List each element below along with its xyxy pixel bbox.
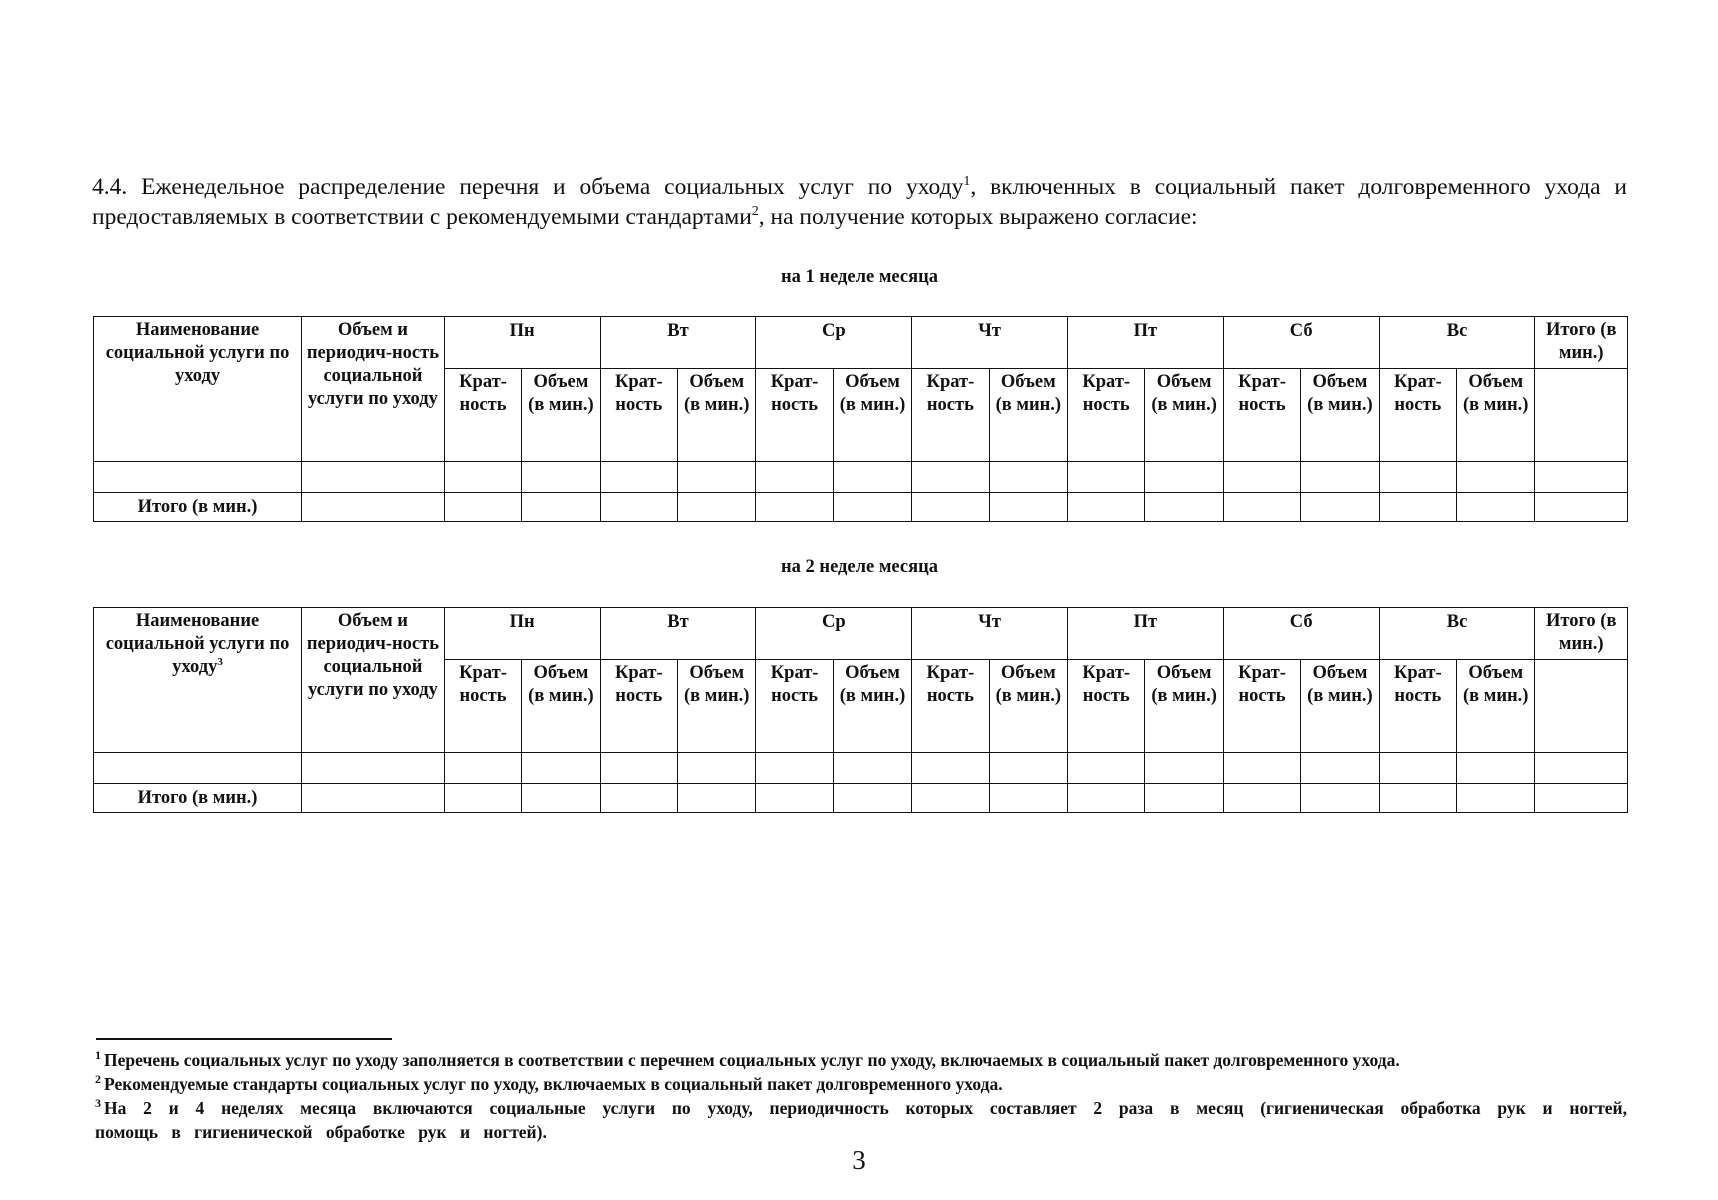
service-name-header (94, 317, 302, 462)
section-heading (92, 172, 1627, 232)
frequency-subheader: Крат-ность (444, 369, 521, 462)
entry-cell[interactable] (1301, 462, 1379, 493)
total-cell[interactable] (1068, 784, 1145, 813)
total-cell[interactable] (1535, 784, 1628, 813)
volume-minutes-subheader: Объем (в мин.) (522, 369, 600, 462)
frequency-subheader: Крат-ность (1379, 660, 1456, 753)
total-row (94, 784, 1628, 813)
page-number: 3 (852, 1145, 866, 1175)
total-cell[interactable] (522, 493, 600, 522)
table-row (94, 462, 1628, 493)
entry-cell[interactable] (756, 753, 833, 784)
total-cell[interactable] (1301, 493, 1379, 522)
day-header: Сб (1223, 317, 1379, 369)
total-cell[interactable] (1223, 784, 1300, 813)
volume-minutes-subheader: Объем (в мин.) (522, 660, 600, 753)
entry-cell[interactable] (1223, 462, 1300, 493)
day-header: Ср (756, 608, 912, 660)
entry-cell[interactable] (94, 462, 302, 493)
footnote-ref-2[interactable]: 2 (751, 204, 759, 219)
entry-cell[interactable] (444, 753, 521, 784)
total-cell[interactable] (522, 784, 600, 813)
total-cell[interactable] (989, 493, 1067, 522)
entry-cell[interactable] (1145, 753, 1223, 784)
header-row (94, 608, 1628, 660)
volume-periodicity-header: Объем и периодич-ность социальной услуги по уходу (302, 317, 445, 462)
volume-minutes-subheader: Объем (в мин.) (678, 369, 756, 462)
entry-cell[interactable] (1068, 462, 1145, 493)
volume-minutes-subheader: Объем (в мин.) (989, 660, 1067, 753)
day-header: Пт (1068, 608, 1224, 660)
entry-cell[interactable] (989, 753, 1067, 784)
entry-cell[interactable] (678, 753, 756, 784)
volume-minutes-subheader: Объем (в мин.) (1457, 660, 1535, 753)
frequency-subheader: Крат-ность (600, 660, 677, 753)
total-cell[interactable] (444, 784, 521, 813)
frequency-subheader: Крат-ность (912, 369, 989, 462)
total-cell[interactable] (302, 784, 445, 813)
frequency-subheader: Крат-ность (1068, 369, 1145, 462)
footnote-text-3: На 2 и 4 неделях месяца включаются социальные услуги по уходу, периодичность которых составляет 2 раза в месяц (гигиеническая обработка рук и ногтей, помощь в гигиенической обработке рук и ногтей). (95, 1098, 1627, 1142)
frequency-subheader: Крат-ность (756, 369, 833, 462)
entry-cell[interactable] (522, 462, 600, 493)
total-cell[interactable] (600, 784, 677, 813)
day-header: Ср (756, 317, 912, 369)
entry-cell[interactable] (1068, 753, 1145, 784)
frequency-subheader: Крат-ность (1068, 660, 1145, 753)
volume-minutes-subheader: Объем (в мин.) (678, 660, 756, 753)
frequency-subheader: Крат-ность (600, 369, 677, 462)
volume-minutes-subheader: Объем (в мин.) (1145, 369, 1223, 462)
footnote-number-2: 2 (95, 1072, 101, 1086)
footnote-2 (95, 1072, 1627, 1096)
entry-cell[interactable] (912, 753, 989, 784)
entry-cell[interactable] (1223, 753, 1300, 784)
footnote-ref-3[interactable]: 3 (217, 656, 223, 668)
volume-minutes-subheader: Объем (в мин.) (1301, 369, 1379, 462)
total-empty-cell (1535, 660, 1628, 753)
week2-caption: на 2 неделе месяца (781, 557, 938, 577)
entry-cell[interactable] (1379, 753, 1456, 784)
footnote-1 (95, 1048, 1627, 1072)
entry-cell[interactable] (302, 753, 445, 784)
frequency-subheader: Крат-ность (1379, 369, 1456, 462)
entry-cell[interactable] (1301, 753, 1379, 784)
day-header: Вт (600, 608, 756, 660)
entry-cell[interactable] (600, 462, 677, 493)
volume-periodicity-header: Объем и периодич-ность социальной услуги по уходу (302, 608, 445, 753)
day-header: Пн (444, 317, 600, 369)
footnote-3 (95, 1096, 1627, 1144)
entry-cell[interactable] (1535, 462, 1628, 493)
total-minutes-header: Итого (в мин.) (1535, 608, 1628, 660)
volume-minutes-subheader: Объем (в мин.) (1145, 660, 1223, 753)
total-empty-cell (1535, 369, 1628, 462)
total-cell[interactable] (756, 784, 833, 813)
footnote-separator (96, 1038, 392, 1040)
total-cell[interactable] (1301, 784, 1379, 813)
frequency-subheader: Крат-ность (1223, 369, 1300, 462)
total-minutes-header: Итого (в мин.) (1535, 317, 1628, 369)
total-cell[interactable] (1068, 493, 1145, 522)
total-row-label: Итого (в мин.) (94, 493, 302, 522)
service-name-header-text: Наименование социальной услуги по уходу (105, 320, 290, 386)
week2-table (93, 607, 1628, 813)
day-header: Сб (1223, 608, 1379, 660)
entry-cell[interactable] (833, 462, 911, 493)
total-cell[interactable] (302, 493, 445, 522)
entry-cell[interactable] (1457, 753, 1535, 784)
header-row (94, 317, 1628, 369)
entry-cell[interactable] (1535, 753, 1628, 784)
total-cell[interactable] (833, 784, 911, 813)
footnote-ref-1[interactable]: 1 (963, 174, 971, 189)
entry-cell[interactable] (1457, 462, 1535, 493)
total-cell[interactable] (1379, 493, 1456, 522)
entry-cell[interactable] (522, 753, 600, 784)
total-cell[interactable] (600, 493, 677, 522)
total-cell[interactable] (1223, 493, 1300, 522)
day-header: Чт (912, 608, 1068, 660)
volume-minutes-subheader: Объем (в мин.) (1457, 369, 1535, 462)
total-cell[interactable] (756, 493, 833, 522)
service-name-header (94, 608, 302, 753)
total-cell[interactable] (1379, 784, 1456, 813)
total-cell[interactable] (912, 493, 989, 522)
volume-minutes-subheader: Объем (в мин.) (833, 369, 911, 462)
footnote-number-1: 1 (95, 1048, 101, 1062)
total-cell[interactable] (1145, 493, 1223, 522)
entry-cell[interactable] (1145, 462, 1223, 493)
heading-text-1: 4.4. Еженедельное распределение перечня и объема социальных услуг по уходу (92, 174, 964, 200)
entry-cell[interactable] (302, 462, 445, 493)
entry-cell[interactable] (678, 462, 756, 493)
day-header: Вс (1379, 608, 1535, 660)
frequency-subheader: Крат-ность (444, 660, 521, 753)
frequency-subheader: Крат-ность (756, 660, 833, 753)
week1-caption: на 1 неделе месяца (781, 267, 938, 287)
footnote-number-3: 3 (95, 1096, 101, 1110)
footnotes (95, 1048, 1627, 1144)
total-cell[interactable] (1457, 784, 1535, 813)
entry-cell[interactable] (94, 753, 302, 784)
footnote-text-1: Перечень социальных услуг по уходу заполняется в соответствии с перечнем социальных услуг по уходу, включаемых в социальный пакет долговременного ухода. (104, 1050, 1400, 1070)
volume-minutes-subheader: Объем (в мин.) (989, 369, 1067, 462)
frequency-subheader: Крат-ность (1223, 660, 1300, 753)
footnote-text-2: Рекомендуемые стандарты социальных услуг по уходу, включаемых в социальный пакет долговременного ухода. (104, 1074, 1003, 1094)
volume-minutes-subheader: Объем (в мин.) (1301, 660, 1379, 753)
frequency-subheader: Крат-ность (912, 660, 989, 753)
total-cell[interactable] (1457, 493, 1535, 522)
entry-cell[interactable] (756, 462, 833, 493)
day-header: Вт (600, 317, 756, 369)
entry-cell[interactable] (989, 462, 1067, 493)
volume-minutes-subheader: Объем (в мин.) (833, 660, 911, 753)
total-cell[interactable] (1535, 493, 1628, 522)
total-cell[interactable] (678, 493, 756, 522)
entry-cell[interactable] (833, 753, 911, 784)
table-row (94, 753, 1628, 784)
total-cell[interactable] (678, 784, 756, 813)
total-cell[interactable] (444, 493, 521, 522)
day-header: Пт (1068, 317, 1224, 369)
day-header: Пн (444, 608, 600, 660)
total-cell[interactable] (833, 493, 911, 522)
total-row-label: Итого (в мин.) (94, 784, 302, 813)
total-cell[interactable] (989, 784, 1067, 813)
total-cell[interactable] (1145, 784, 1223, 813)
heading-text-2: , включенных в социальный пакет долговременного ухода и предоставляемых в соответствии с рекомендуемыми стандартами (92, 174, 1628, 230)
total-cell[interactable] (912, 784, 989, 813)
entry-cell[interactable] (444, 462, 521, 493)
day-header: Вс (1379, 317, 1535, 369)
heading-text-3: , на получение которых выражено согласие: (758, 204, 1198, 230)
service-name-header-text: Наименование социальной услуги по уходу (105, 611, 290, 677)
entry-cell[interactable] (1379, 462, 1456, 493)
week1-table (93, 316, 1628, 522)
total-row (94, 493, 1628, 522)
entry-cell[interactable] (600, 753, 677, 784)
day-header: Чт (912, 317, 1068, 369)
entry-cell[interactable] (912, 462, 989, 493)
